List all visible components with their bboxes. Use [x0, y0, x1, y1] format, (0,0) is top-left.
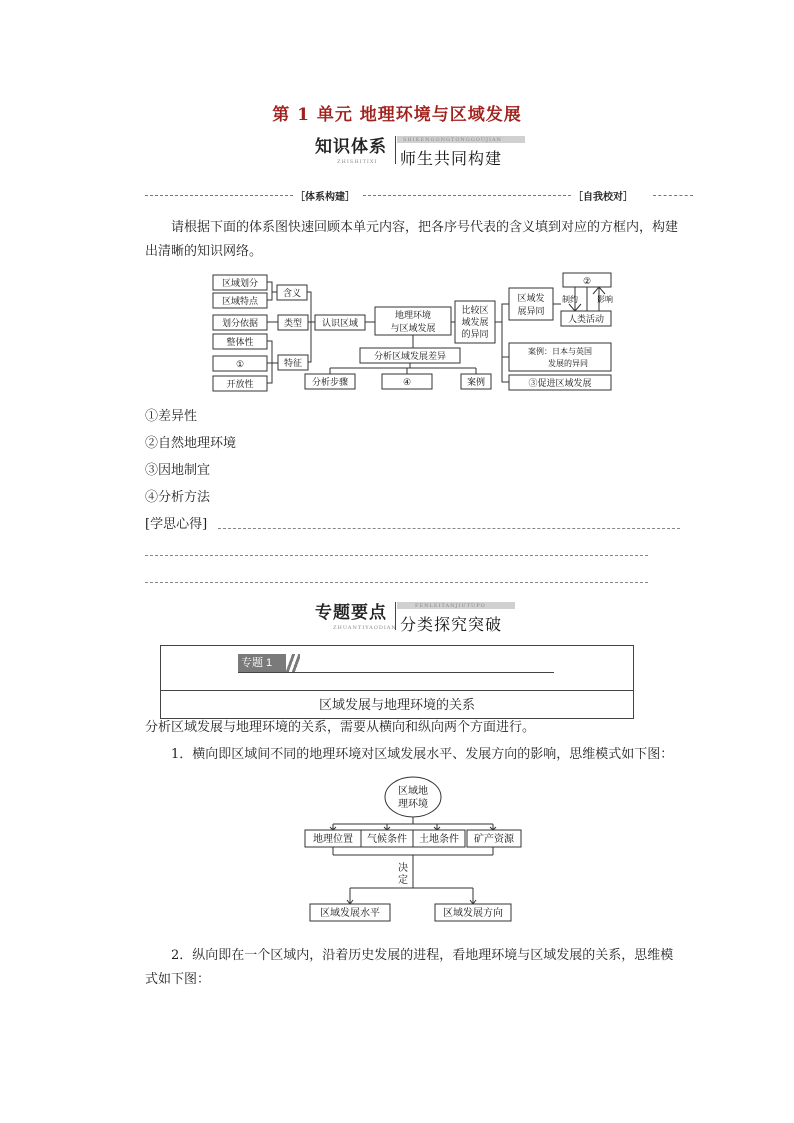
flow-out-direction: 区域发展方向 — [443, 908, 503, 919]
dash-segment — [653, 195, 693, 196]
flow-decide-1: 决 — [398, 863, 408, 874]
section-label-structure: ［体系构建］ — [295, 192, 355, 203]
node-compare-line2: 域发展 — [461, 318, 489, 328]
reflection-line-1[interactable] — [218, 528, 680, 529]
node-compare-line1: 比较区 — [461, 306, 489, 316]
node-case: 案例 — [466, 378, 486, 388]
node-steps: 分析步骤 — [311, 378, 349, 388]
reflection-line-2[interactable] — [145, 555, 648, 556]
node-dev-diff-line1: 区域发 — [517, 294, 545, 304]
reflection-label: [学思心得] — [145, 517, 208, 532]
node-region-division: 区域划分 — [221, 279, 259, 289]
knowledge-system-banner — [315, 132, 525, 166]
node-features: 特征 — [283, 359, 303, 369]
topic-divider — [161, 690, 633, 691]
banner2-tiny-top: FENLEITANJIUTUPO — [415, 603, 486, 609]
dash-segment — [145, 195, 293, 196]
answer-2: ②自然地理环境 — [145, 436, 237, 451]
analysis-paragraph: 分析区域发展与地理环境的关系，需要从横向和纵向两个方面进行。 — [145, 720, 536, 735]
intro-paragraph: 请根据下面的体系图快速回顾本单元内容，把各序号代表的含义填到对应的方框内，构建出清晰的知识网络。 — [145, 220, 679, 259]
flow-diagram — [295, 775, 535, 925]
node-answer-3: ③促进区域发展 — [528, 379, 592, 389]
banner-tiny-top: SHIKENGONGTONGGOUJIAN — [403, 137, 502, 143]
node-answer-4: ④ — [402, 378, 412, 388]
concept-map — [205, 270, 625, 396]
flow-out-level: 区域发展水平 — [320, 908, 380, 919]
node-openness: 开放性 — [226, 380, 254, 390]
flow-top-line1: 区域地 — [398, 786, 428, 797]
banner2-tiny-bottom: ZHUANTIYAODIAN — [333, 625, 397, 631]
reflection-line-3[interactable] — [145, 582, 648, 583]
flow-top-line2: 理环境 — [398, 799, 428, 810]
node-meaning: 含义 — [282, 289, 302, 299]
node-analyze-diff: 分析区域发展差异 — [373, 352, 447, 362]
flow-decide-2: 定 — [398, 875, 408, 886]
node-answer-2: ② — [582, 277, 592, 287]
node-center-line1: 地理环境 — [394, 311, 432, 321]
node-case-japan-line1: 案例：日本与英国 — [528, 347, 592, 356]
flow-item-minerals: 矿产资源 — [474, 834, 514, 845]
section-label-selfcheck: ［自我校对］ — [573, 192, 633, 203]
answer-1: ①差异性 — [145, 409, 198, 424]
answer-4: ④分析方法 — [145, 490, 211, 505]
banner-divider — [395, 136, 396, 164]
banner-sub-label: 师生共同构建 — [400, 149, 503, 168]
node-compare-line3: 的异同 — [461, 330, 489, 340]
horizontal-paragraph: 1．横向即区域间不同的地理环境对区域发展水平、发展方向的影响，思维模式如下图： — [171, 747, 674, 762]
node-human: 人类活动 — [567, 315, 605, 325]
banner2-sub-label: 分类探究突破 — [400, 615, 503, 634]
topic-points-banner — [315, 598, 525, 632]
node-center-line2: 与区域发展 — [390, 324, 436, 334]
node-case-japan-line2: 发展的异同 — [548, 359, 588, 368]
node-integrity: 整体性 — [226, 338, 254, 348]
node-region-features: 区域特点 — [221, 297, 259, 307]
flow-item-land: 土地条件 — [419, 834, 459, 845]
dash-segment — [363, 195, 571, 196]
banner-main-label: 知识体系 — [315, 137, 387, 157]
topic-tag: 专题 1 — [238, 654, 291, 672]
topic-subtitle: 区域发展与地理环境的关系 — [318, 698, 475, 713]
vertical-paragraph: 2．纵向即在一个区域内，沿着历史发展的进程，看地理环境与区域发展的关系，思维模式如下图： — [145, 948, 674, 987]
answer-3: ③因地制宜 — [145, 463, 211, 478]
node-answer-1: ① — [235, 360, 245, 370]
page-title: 第 1 单元 地理环境与区域发展 — [272, 105, 522, 125]
node-know-region: 认识区域 — [321, 319, 359, 329]
node-influence: 影响 — [597, 295, 613, 304]
node-constrain: 制约 — [562, 295, 578, 304]
topic-box — [160, 645, 634, 719]
node-dev-diff-line2: 展异同 — [517, 307, 545, 317]
banner2-main-label: 专题要点 — [315, 603, 387, 623]
section-header-row — [145, 188, 693, 202]
node-division-basis: 划分依据 — [221, 319, 259, 329]
topic-underline — [238, 672, 554, 673]
flow-top-ellipse — [385, 777, 441, 817]
flow-item-climate: 气候条件 — [367, 834, 407, 845]
flow-item-location: 地理位置 — [313, 834, 353, 845]
node-types: 类型 — [283, 319, 303, 329]
banner-tiny-bottom: ZHISHITIXI — [337, 159, 378, 165]
topic-tag-stripe — [286, 654, 300, 672]
